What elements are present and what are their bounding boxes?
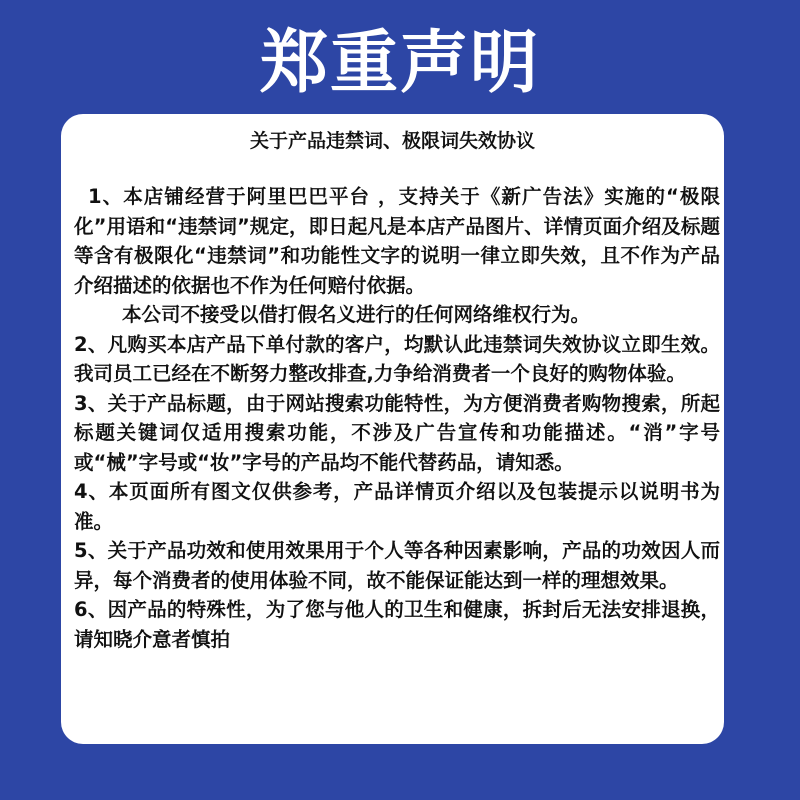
clause-4: 4、本页面所有图文仅供参考，产品详情页介绍以及包装提示以说明书为准。 [74,480,720,533]
document-heading: 关于产品违禁词、极限词失效协议 [249,130,535,152]
clause-3: 3、关于产品标题，由于网站搜索功能特性，为方便消费者购物搜索，所起标题关键词仅适用搜索功能，不涉及广告宣传和功能描述。“消”字号或“械”字号或“妆”字号的产品均不能代替药品，请知悉。 [74,391,720,474]
statement-body [74,182,720,654]
clause-5: 5、关于产品功效和使用效果用于个人等各种因素影响，产品的功效因人而异，每个消费者的使用体验不同，故不能保证能达到一样的理想效果。 [74,539,720,592]
clause-2: 2、凡购买本店产品下单付款的客户，均默认此违禁词失效协议立即生效。我司员工已经在不断努力整改排查,力争给消费者一个良好的购物体验。 [74,332,720,385]
clause-1-note: 本公司不接受以借打假名义进行的任何网络维权行为。 [122,303,591,326]
page-title: 郑重声明 [259,24,540,103]
statement-card [61,114,724,744]
clause-1: 1、本店铺经营于阿里巴巴平台 ，支持关于《新广告法》实施的“极限化”用语和“违禁词”规定，即日起凡是本店产品图片、详情页面介绍及标题等含有极限化“违禁词”和功能性文字的说明一律立即失效，且不作为产品介绍描述的依据也不作为任何赔付依据。 [74,185,720,297]
clause-6: 6、因产品的特殊性，为了您与他人的卫生和健康，拆封后无法安排退换，请知晓介意者慎拍 [74,598,720,651]
